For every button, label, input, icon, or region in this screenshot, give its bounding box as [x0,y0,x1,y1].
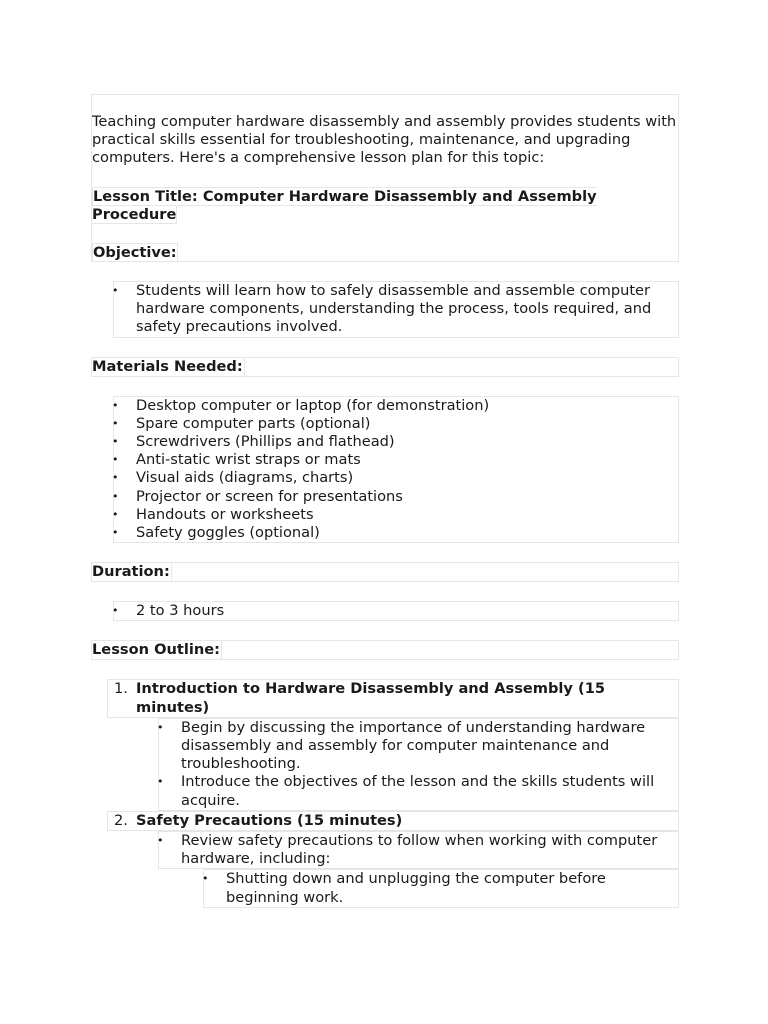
bullet-icon: • [202,872,209,886]
section-bullet-list [158,718,679,811]
bullet-icon: • [112,471,119,485]
bullet-icon: • [112,453,119,467]
intro-section [91,94,679,262]
list-item [114,524,678,542]
bullet-icon: • [112,284,119,297]
list-item [159,719,678,774]
list-item [114,415,678,433]
outline-section-heading [107,811,679,831]
bullet-icon: • [157,775,164,789]
list-item [114,282,678,337]
materials-item-text: Spare computer parts (optional) [136,414,371,432]
section-item-text: Review safety precautions to follow when working with computer hardware, including: [181,832,658,868]
materials-heading [91,357,679,377]
materials-item-text: Anti-static wrist straps or mats [136,451,361,469]
list-item [114,397,678,415]
bullet-icon: • [112,489,119,503]
lesson-title [92,188,678,224]
section-title: Introduction to Hardware Disassembly and Assembly (15 minutes) [136,680,606,716]
materials-item-text: Desktop computer or laptop (for demonstration) [136,396,490,414]
bullet-icon: • [112,604,119,618]
list-item [159,773,678,809]
section-item-text: Begin by discussing the importance of understanding hardware disassembly and assembly for computer maintenance and troubleshooting. [181,718,646,773]
outline-section-1 [107,679,679,810]
intro-paragraph: Teaching computer hardware disassembly and assembly provides students with practical skills essential for troubleshooting, maintenance, and upgrading computers. Here's a comprehensive lesson plan for this topic: [92,113,677,167]
bullet-icon: • [157,834,164,848]
section-number: 1. [114,680,128,698]
bullet-icon: • [157,720,164,734]
list-item [114,488,678,506]
objective-item-text: Students will learn how to safely disassemble and assemble computer hardware components, understanding the process, tools required, and safety precautions involved. [136,282,652,336]
list-item [114,506,678,524]
materials-heading-text: Materials Needed: [92,357,243,375]
duration-heading [91,562,679,582]
list-item [114,602,678,620]
section-item-text: Introduce the objectives of the lesson and the skills students will acquire. [181,773,655,809]
objective-heading [92,244,678,262]
outline-section-heading [107,679,679,717]
list-item [204,870,678,906]
bullet-icon: • [112,416,119,430]
outline-list [107,679,679,907]
materials-item-text: Handouts or worksheets [136,505,314,523]
outline-heading-text: Lesson Outline: [92,641,220,659]
list-item [114,451,678,469]
bullet-icon: • [112,507,119,521]
materials-item-text: Screwdrivers (Phillips and flathead) [136,433,395,451]
lesson-title-text: Lesson Title: Computer Hardware Disassembly and Assembly Procedure [92,187,597,223]
list-item [159,832,678,868]
materials-list [113,396,679,544]
bullet-icon: • [112,398,119,412]
bullet-icon: • [112,435,119,449]
duration-list [113,601,679,621]
list-item [114,469,678,487]
outline-section-2 [107,811,679,908]
section-subitem-text: Shutting down and unplugging the computer before beginning work. [226,870,606,906]
outline-heading [91,640,679,660]
materials-item-text: Safety goggles (optional) [136,524,320,542]
bullet-icon: • [112,526,119,540]
section-nested-list [203,869,679,907]
materials-item-text: Projector or screen for presentations [136,487,403,505]
section-bullet-list [158,831,679,869]
section-number: 2. [114,811,128,829]
section-title: Safety Precautions (15 minutes) [136,811,403,829]
duration-item-text: 2 to 3 hours [136,602,225,620]
list-item [114,433,678,451]
duration-heading-text: Duration: [92,563,170,581]
objective-heading-text: Objective: [93,244,177,262]
objective-list [113,281,679,338]
lesson-plan-document [91,94,679,908]
materials-item-text: Visual aids (diagrams, charts) [136,469,354,487]
